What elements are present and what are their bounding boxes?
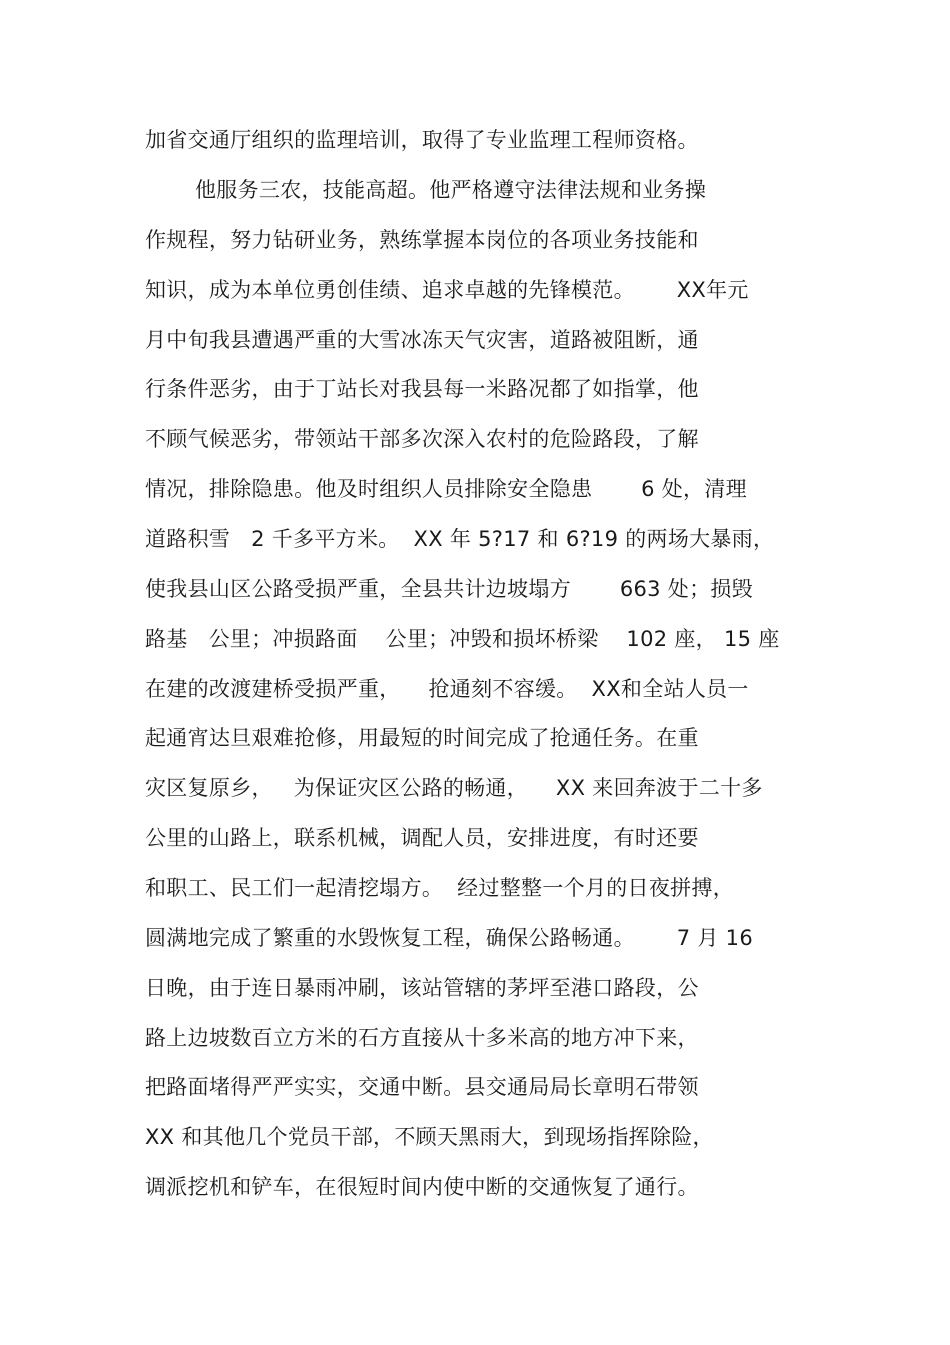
text-line: 行条件恶劣，由于丁站长对我县每一米路况都了如指掌，他 (145, 377, 699, 401)
text-line: 调派挖机和铲车，在很短时间内使中断的交通恢复了通行。 (145, 1175, 699, 1199)
text-line: 起通宵达旦艰难抢修，用最短的时间完成了抢通任务。在重 (145, 726, 699, 750)
text-line: 道路积雪 2 千多平方米。 XX 年 5?17 和 6?19 的两场大暴雨， (145, 527, 775, 551)
text-line: 使我县山区公路受损严重，全县共计边坡塌方 663 处；损毁 (145, 577, 753, 601)
text-line: 知识，成为本单位勇创佳绩、追求卓越的先锋模范。 XX年元 (145, 278, 749, 302)
text-line: 加省交通厅组织的监理培训，取得了专业监理工程师资格。 (145, 128, 699, 152)
text-line: 把路面堵得严严实实，交通中断。县交通局局长章明石带领 (145, 1075, 699, 1099)
text-line: 日晚，由于连日暴雨冲刷，该站管辖的茅坪至港口路段，公 (145, 976, 699, 1000)
text-line: 公里的山路上，联系机械，调配人员，安排进度，有时还要 (145, 826, 699, 850)
paragraph-first-line: 他服务三农，技能高超。他严格遵守法律法规和业务操 (195, 178, 707, 202)
text-line: XX 和其他几个党员干部，不顾天黑雨大，到现场指挥除险， (145, 1125, 714, 1149)
text-line: 路上边坡数百立方米的石方直接从十多米高的地方冲下来， (145, 1026, 699, 1050)
text-line: 路基 公里；冲损路面 公里；冲毁和损坏桥梁 102 座， 15 座 (145, 627, 780, 651)
text-line: 灾区复原乡， 为保证灾区公路的畅通， XX 来回奔波于二十多 (145, 776, 763, 800)
text-line: 圆满地完成了繁重的水毁恢复工程，确保公路畅通。 7 月 16 (145, 926, 753, 950)
text-line: 情况，排除隐患。他及时组织人员排除安全隐患 6 处，清理 (145, 477, 747, 501)
text-line: 作规程，努力钻研业务，熟练掌握本岗位的各项业务技能和 (145, 228, 699, 252)
text-line: 在建的改渡建桥受损严重， 抢通刻不容缓。 XX和全站人员一 (145, 677, 749, 701)
text-line: 月中旬我县遭遇严重的大雪冰冻天气灾害，道路被阻断，通 (145, 328, 699, 352)
text-line: 和职工、民工们一起清挖塌方。 经过整整一个月的日夜拼搏， (145, 876, 735, 900)
text-line: 不顾气候恶劣，带领站干部多次深入农村的危险路段，了解 (145, 427, 699, 451)
